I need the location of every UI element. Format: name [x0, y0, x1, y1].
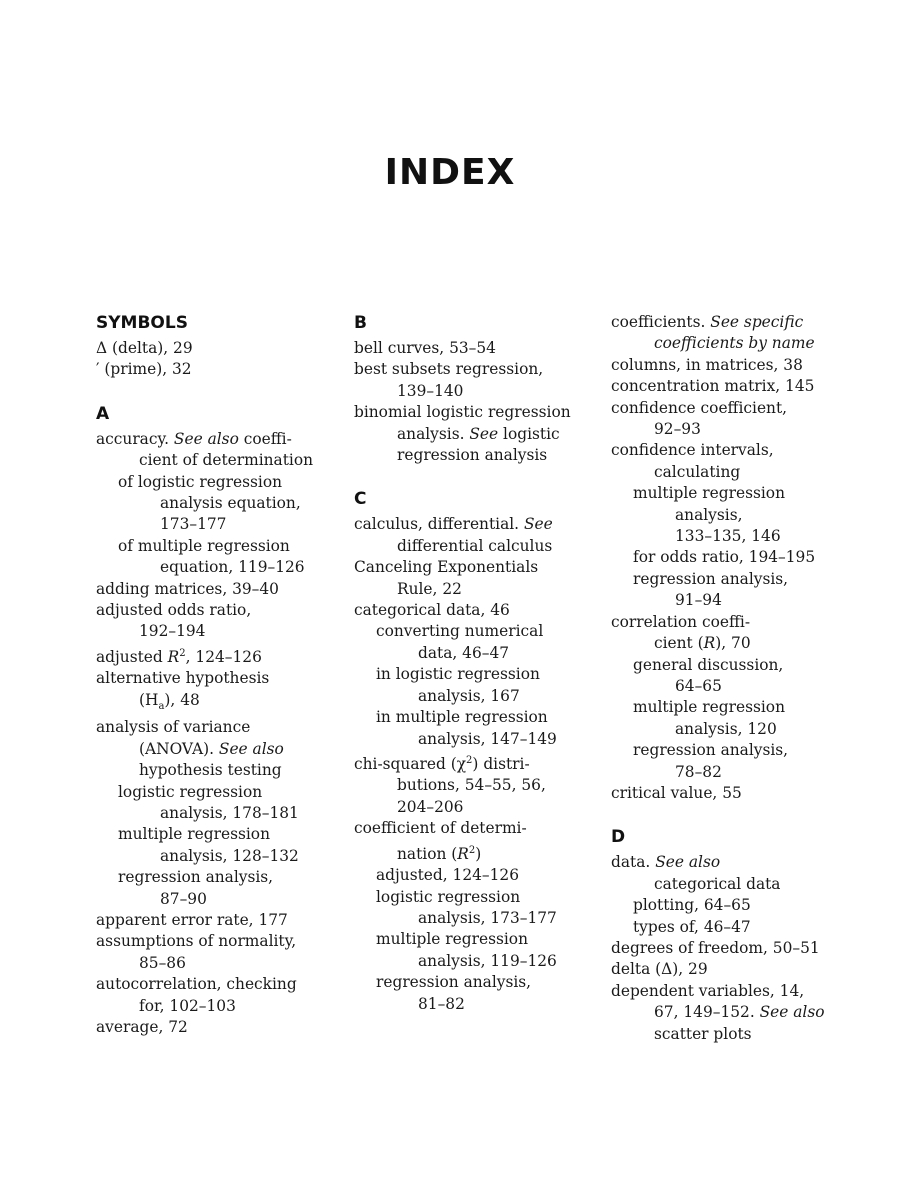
index-subentry: of multiple regression	[118, 536, 290, 555]
index-entry: ′ (prime), 32	[96, 360, 192, 379]
index-subentry: multiple regression	[376, 930, 528, 949]
index-subentry: nation $(R^2)$	[397, 844, 482, 863]
index-subentry: in multiple regression	[376, 708, 548, 727]
index-subentry: for, 102–103	[139, 996, 236, 1015]
index-subentry: Rule, 22	[397, 579, 462, 598]
index-section	[354, 488, 599, 1015]
index-subentry: analysis, 120	[675, 719, 777, 738]
index-subentry: 92–93	[654, 420, 701, 439]
section-heading: D	[611, 827, 626, 848]
index-subentry: 133–135, 146	[675, 527, 781, 546]
index-entry: coefficient of determi-	[354, 819, 527, 838]
index-subentry: types of, 46–47	[633, 917, 751, 936]
index-subentry: analysis, 119–126	[418, 951, 557, 970]
index-subentry: coefficients by name	[654, 334, 815, 353]
index-column-2	[354, 312, 599, 1037]
index-section	[354, 312, 599, 466]
index-entry: bell curves, 53–54	[354, 339, 496, 357]
index-subentry: 87–90	[160, 889, 207, 908]
index-entry: adding matrices, 39–40	[96, 579, 279, 598]
index-subentry: analysis equation,	[160, 494, 301, 513]
index-subentry: (ANOVA). See also	[139, 739, 284, 758]
index-subentry: multiple regression	[118, 825, 270, 844]
index-subentry: plotting, 64–65	[633, 896, 751, 915]
index-subentry: analysis, 167	[418, 686, 520, 705]
index-entry: accuracy. See also coeffi-	[96, 429, 292, 448]
index-subentry: categorical data	[654, 874, 781, 893]
index-entry: columns, in matrices, 38	[611, 355, 803, 374]
index-subentry: data, 46–47	[418, 643, 510, 662]
index-subentry: 204–206	[397, 797, 464, 816]
index-entry: assumptions of normality,	[96, 932, 297, 951]
index-subentry: logistic regression	[376, 887, 521, 906]
index-subentry: converting numerical	[376, 622, 544, 641]
index-entry: degrees of freedom, 50–51	[611, 938, 820, 957]
index-subentry: analysis, 178–181	[160, 803, 299, 822]
section-heading: C	[354, 489, 367, 510]
index-entry: best subsets regression,	[354, 360, 544, 379]
index-subentry: multiple regression	[633, 698, 785, 717]
index-subentry: analysis. See logistic	[397, 424, 560, 443]
index-subentry: 67, 149–152. See also	[654, 1003, 825, 1022]
index-subentry: analysis, 147–149	[418, 729, 557, 748]
index-subentry: of logistic regression	[118, 472, 283, 491]
index-subentry: logistic regression	[118, 782, 263, 801]
index-subentry: 173–177	[160, 515, 227, 534]
index-entry: dependent variables, 14,	[611, 981, 805, 1000]
index-subentry: in logistic regression	[376, 665, 540, 684]
index-subentry: differential calculus	[397, 536, 553, 555]
index-section	[96, 403, 336, 1039]
index-subentry: 91–94	[675, 591, 722, 610]
index-subentry: analysis, 128–132	[160, 846, 299, 865]
index-subentry: regression analysis,	[633, 741, 789, 760]
index-entry: alternative hypothesis	[96, 669, 270, 688]
index-subentry: 192–194	[139, 622, 206, 641]
index-subentry: regression analysis,	[118, 868, 274, 887]
index-subentry: 81–82	[418, 994, 465, 1013]
index-entry: critical value, 55	[611, 783, 742, 802]
index-subentry: scatter plots	[654, 1024, 752, 1043]
index-subentry: cient of determination	[139, 451, 313, 470]
index-entry: autocorrelation, checking	[96, 975, 297, 994]
index-subentry: for odds ratio, 194–195	[633, 548, 816, 567]
index-subentry: analysis,	[675, 505, 743, 524]
index-subentry: hypothesis testing	[139, 761, 282, 780]
index-section	[96, 312, 336, 381]
index-subentry: cient (R), 70	[654, 634, 751, 653]
index-subentry: 139–140	[397, 381, 464, 400]
index-entry: apparent error rate, 177	[96, 910, 288, 929]
index-subentry: 85–86	[139, 953, 186, 972]
index-entry: categorical data, 46	[354, 601, 510, 620]
index-entry: chi-squared $(\chi^2)$ distri-	[354, 754, 530, 774]
index-subentry: analysis, 173–177	[418, 909, 557, 927]
page-title: INDEX	[384, 152, 516, 193]
index-subentry: $(H_a)$, 48	[139, 690, 200, 712]
index-subentry: calculating	[654, 462, 741, 481]
index-entry: average, 72	[96, 1017, 188, 1036]
index-entry: concentration matrix, 145	[611, 377, 815, 396]
section-heading: B	[354, 313, 367, 333]
index-subentry: general discussion,	[633, 655, 784, 674]
index-entry: analysis of variance	[96, 718, 251, 737]
index-entry: Δ (delta), 29	[96, 339, 193, 357]
index-entry: coefficients. See specific	[611, 313, 804, 331]
index-subentry: 78–82	[675, 762, 722, 781]
index-subentry: regression analysis,	[376, 973, 532, 992]
index-entry: delta (Δ), 29	[611, 960, 708, 979]
index-entry: calculus, differential. See	[354, 515, 553, 534]
index-subentry: equation, 119–126	[160, 558, 305, 577]
index-subentry: butions, 54–55, 56,	[397, 776, 546, 795]
index-subentry: regression analysis	[397, 446, 548, 465]
index-section	[611, 826, 861, 1045]
index-entry: binomial logistic regression	[354, 403, 571, 422]
index-subentry: adjusted, 124–126	[376, 866, 519, 885]
index-entry: Canceling Exponentials	[354, 558, 539, 577]
index-subentry: regression analysis,	[633, 569, 789, 588]
index-entry: adjusted $R^2$, 124–126	[96, 647, 262, 666]
index-entry: data. See also	[611, 853, 721, 872]
section-heading: A	[96, 403, 110, 424]
section-heading: SYMBOLS	[96, 313, 188, 333]
index-subentry: multiple regression	[633, 484, 785, 503]
index-column-1	[96, 312, 336, 1060]
index-entry: correlation coeffi-	[611, 612, 751, 631]
index-column-3	[611, 312, 861, 1067]
index-section	[611, 312, 861, 804]
index-entry: confidence intervals,	[611, 441, 774, 460]
index-entry: confidence coefficient,	[611, 398, 788, 417]
index-entry: adjusted odds ratio,	[96, 601, 252, 620]
index-subentry: 64–65	[675, 676, 722, 695]
